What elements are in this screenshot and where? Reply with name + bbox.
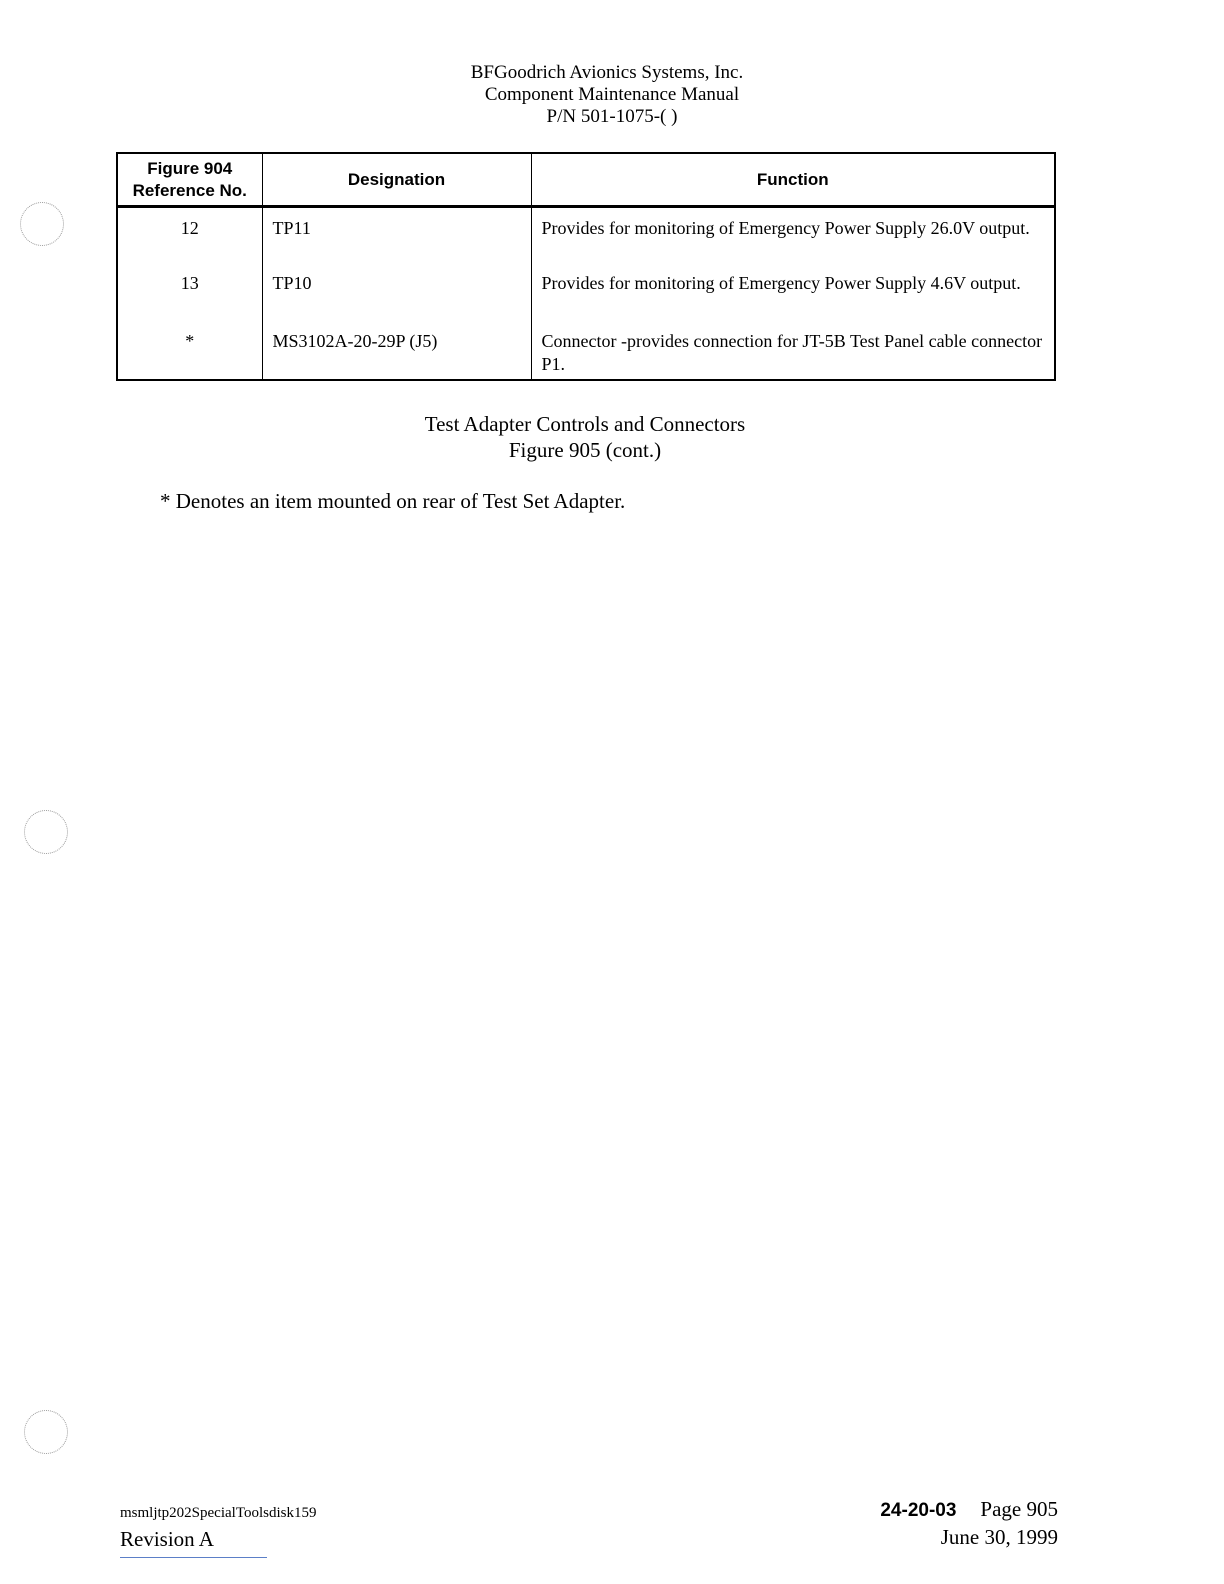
company-name: BFGoodrich Avionics Systems, Inc. (470, 62, 744, 83)
controls-connectors-table (116, 152, 1056, 381)
designation-cell: TP10 (262, 267, 531, 326)
figure-number: Figure 905 (cont.) (508, 438, 662, 462)
function-cell: Provides for monitoring of Emergency Power Supply 26.0V output. (531, 207, 1055, 268)
figure-caption (0, 411, 1170, 463)
column-header-reference-line1: Figure 904 (147, 158, 233, 178)
footer-left (120, 1500, 316, 1552)
designation-cell: MS3102A-20-29P (J5) (262, 326, 531, 380)
footer-chapter-code: 24-20-03 (880, 1500, 957, 1521)
binder-hole-middle (24, 810, 68, 854)
designation-cell: TP11 (262, 207, 531, 268)
table-row (117, 207, 1055, 268)
table-header-row (117, 153, 1055, 207)
column-header-designation: Designation (262, 153, 531, 207)
table-row (117, 267, 1055, 326)
column-header-reference-line2: Reference No. (132, 180, 247, 200)
footer-revision: Revision A (120, 1527, 214, 1551)
binder-hole-bottom (24, 1410, 68, 1454)
binder-hole-top (20, 202, 64, 246)
function-cell: Provides for monitoring of Emergency Power Supply 4.6V output. (531, 267, 1055, 326)
footer-date: June 30, 1999 (940, 1525, 1058, 1549)
column-header-function: Function (531, 153, 1055, 207)
column-header-reference (117, 153, 262, 207)
footer-right (880, 1496, 1058, 1550)
table-row (117, 326, 1055, 380)
footer-rule (120, 1557, 267, 1558)
footnote: * Denotes an item mounted on rear of Test Set Adapter. (160, 489, 626, 513)
function-cell: Connector -provides connection for JT-5B Test Panel cable connector P1. (531, 326, 1055, 380)
reference-number-cell: 12 (117, 207, 262, 268)
manual-title: Component Maintenance Manual (484, 84, 740, 105)
figure-title: Test Adapter Controls and Connectors (424, 412, 746, 436)
part-number: P/N 501-1075-( ) (546, 106, 678, 127)
footer-page-number: Page 905 (980, 1497, 1058, 1521)
reference-number-cell: * (117, 326, 262, 380)
footer-filename: msmljtp202SpecialToolsdisk159 (120, 1505, 317, 1521)
reference-number-cell: 13 (117, 267, 262, 326)
page-header (0, 62, 1224, 128)
